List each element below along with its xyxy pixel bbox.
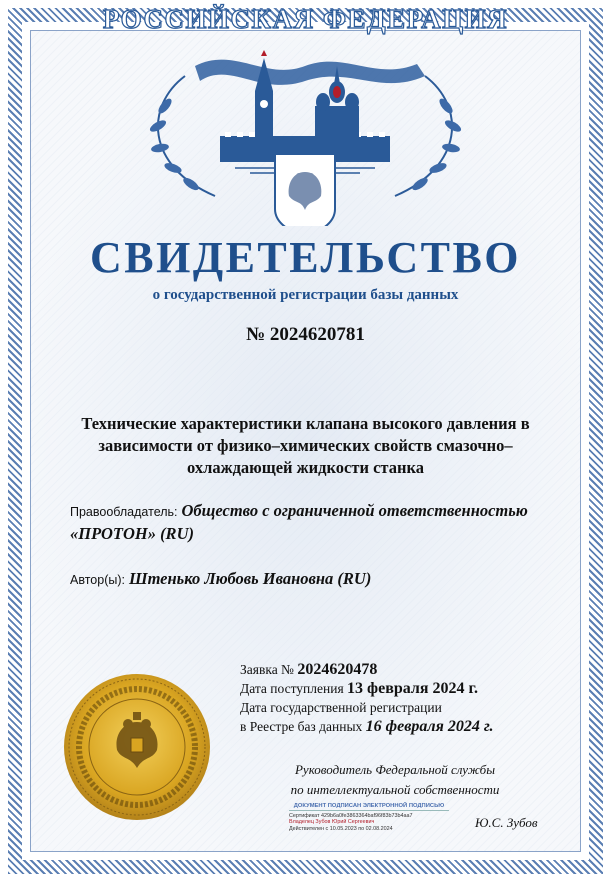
signatory-role [280,760,510,800]
signer-name: Ю.С. Зубов [475,815,538,830]
application-number: 2024620478 [297,661,378,678]
registry-date: 16 февраля 2024 г. [365,718,494,735]
kremlin-emblem [125,36,486,226]
certificate-subtitle: о государственной регистрации базы данных [152,287,459,303]
application-details [240,660,580,736]
registry-label-line1: Дата государственной регистрации [240,700,442,715]
author-value: Штенько Любовь Ивановна (RU) [128,569,372,588]
author [70,568,530,591]
application-label: Заявка № [240,662,294,677]
esig-title: ДОКУМЕНТ ПОДПИСАН ЭЛЕКТРОННОЙ ПОДПИСЬЮ [289,803,449,811]
rights-holder [70,500,530,546]
registry-label-line2: в Реестре баз данных [240,719,363,734]
electronic-signature-stamp [289,803,449,847]
received-label: Дата поступления [240,681,344,696]
signatory-role-line2: по интеллектуальной собственности [290,782,500,797]
signatory-role-line1: Руководитель Федеральной службы [294,762,495,777]
esig-owner: Владелец Зубов Юрий Сергеевич [289,819,375,826]
gold-seal [62,672,212,822]
rights-holder-label: Правообладатель: [70,505,178,519]
rights-holder-value: Общество с ограниченной ответственностью «ПРОТОН» (RU) [70,501,528,543]
author-label: Автор(ы): [70,573,125,587]
certificate-title: СВИДЕТЕЛЬСТВО [89,233,522,282]
certificate-number: № 2024620781 [246,324,365,345]
received-date: 13 февраля 2024 г. [347,680,478,697]
esig-certificate: Сертификат 429b6a0fe3863364baf96f83b73b4aa7 [289,812,413,819]
esig-valid: Действителен с 10.05.2023 по 02.08.2024 [289,825,393,832]
database-title: Технические характеристики клапана высокого давления в зависимости от физико–химических свойств смазочно–охлаждающей жидкости станка [81,414,530,477]
country-header: РОССИЙСКАЯ ФЕДЕРАЦИЯ [102,4,509,34]
